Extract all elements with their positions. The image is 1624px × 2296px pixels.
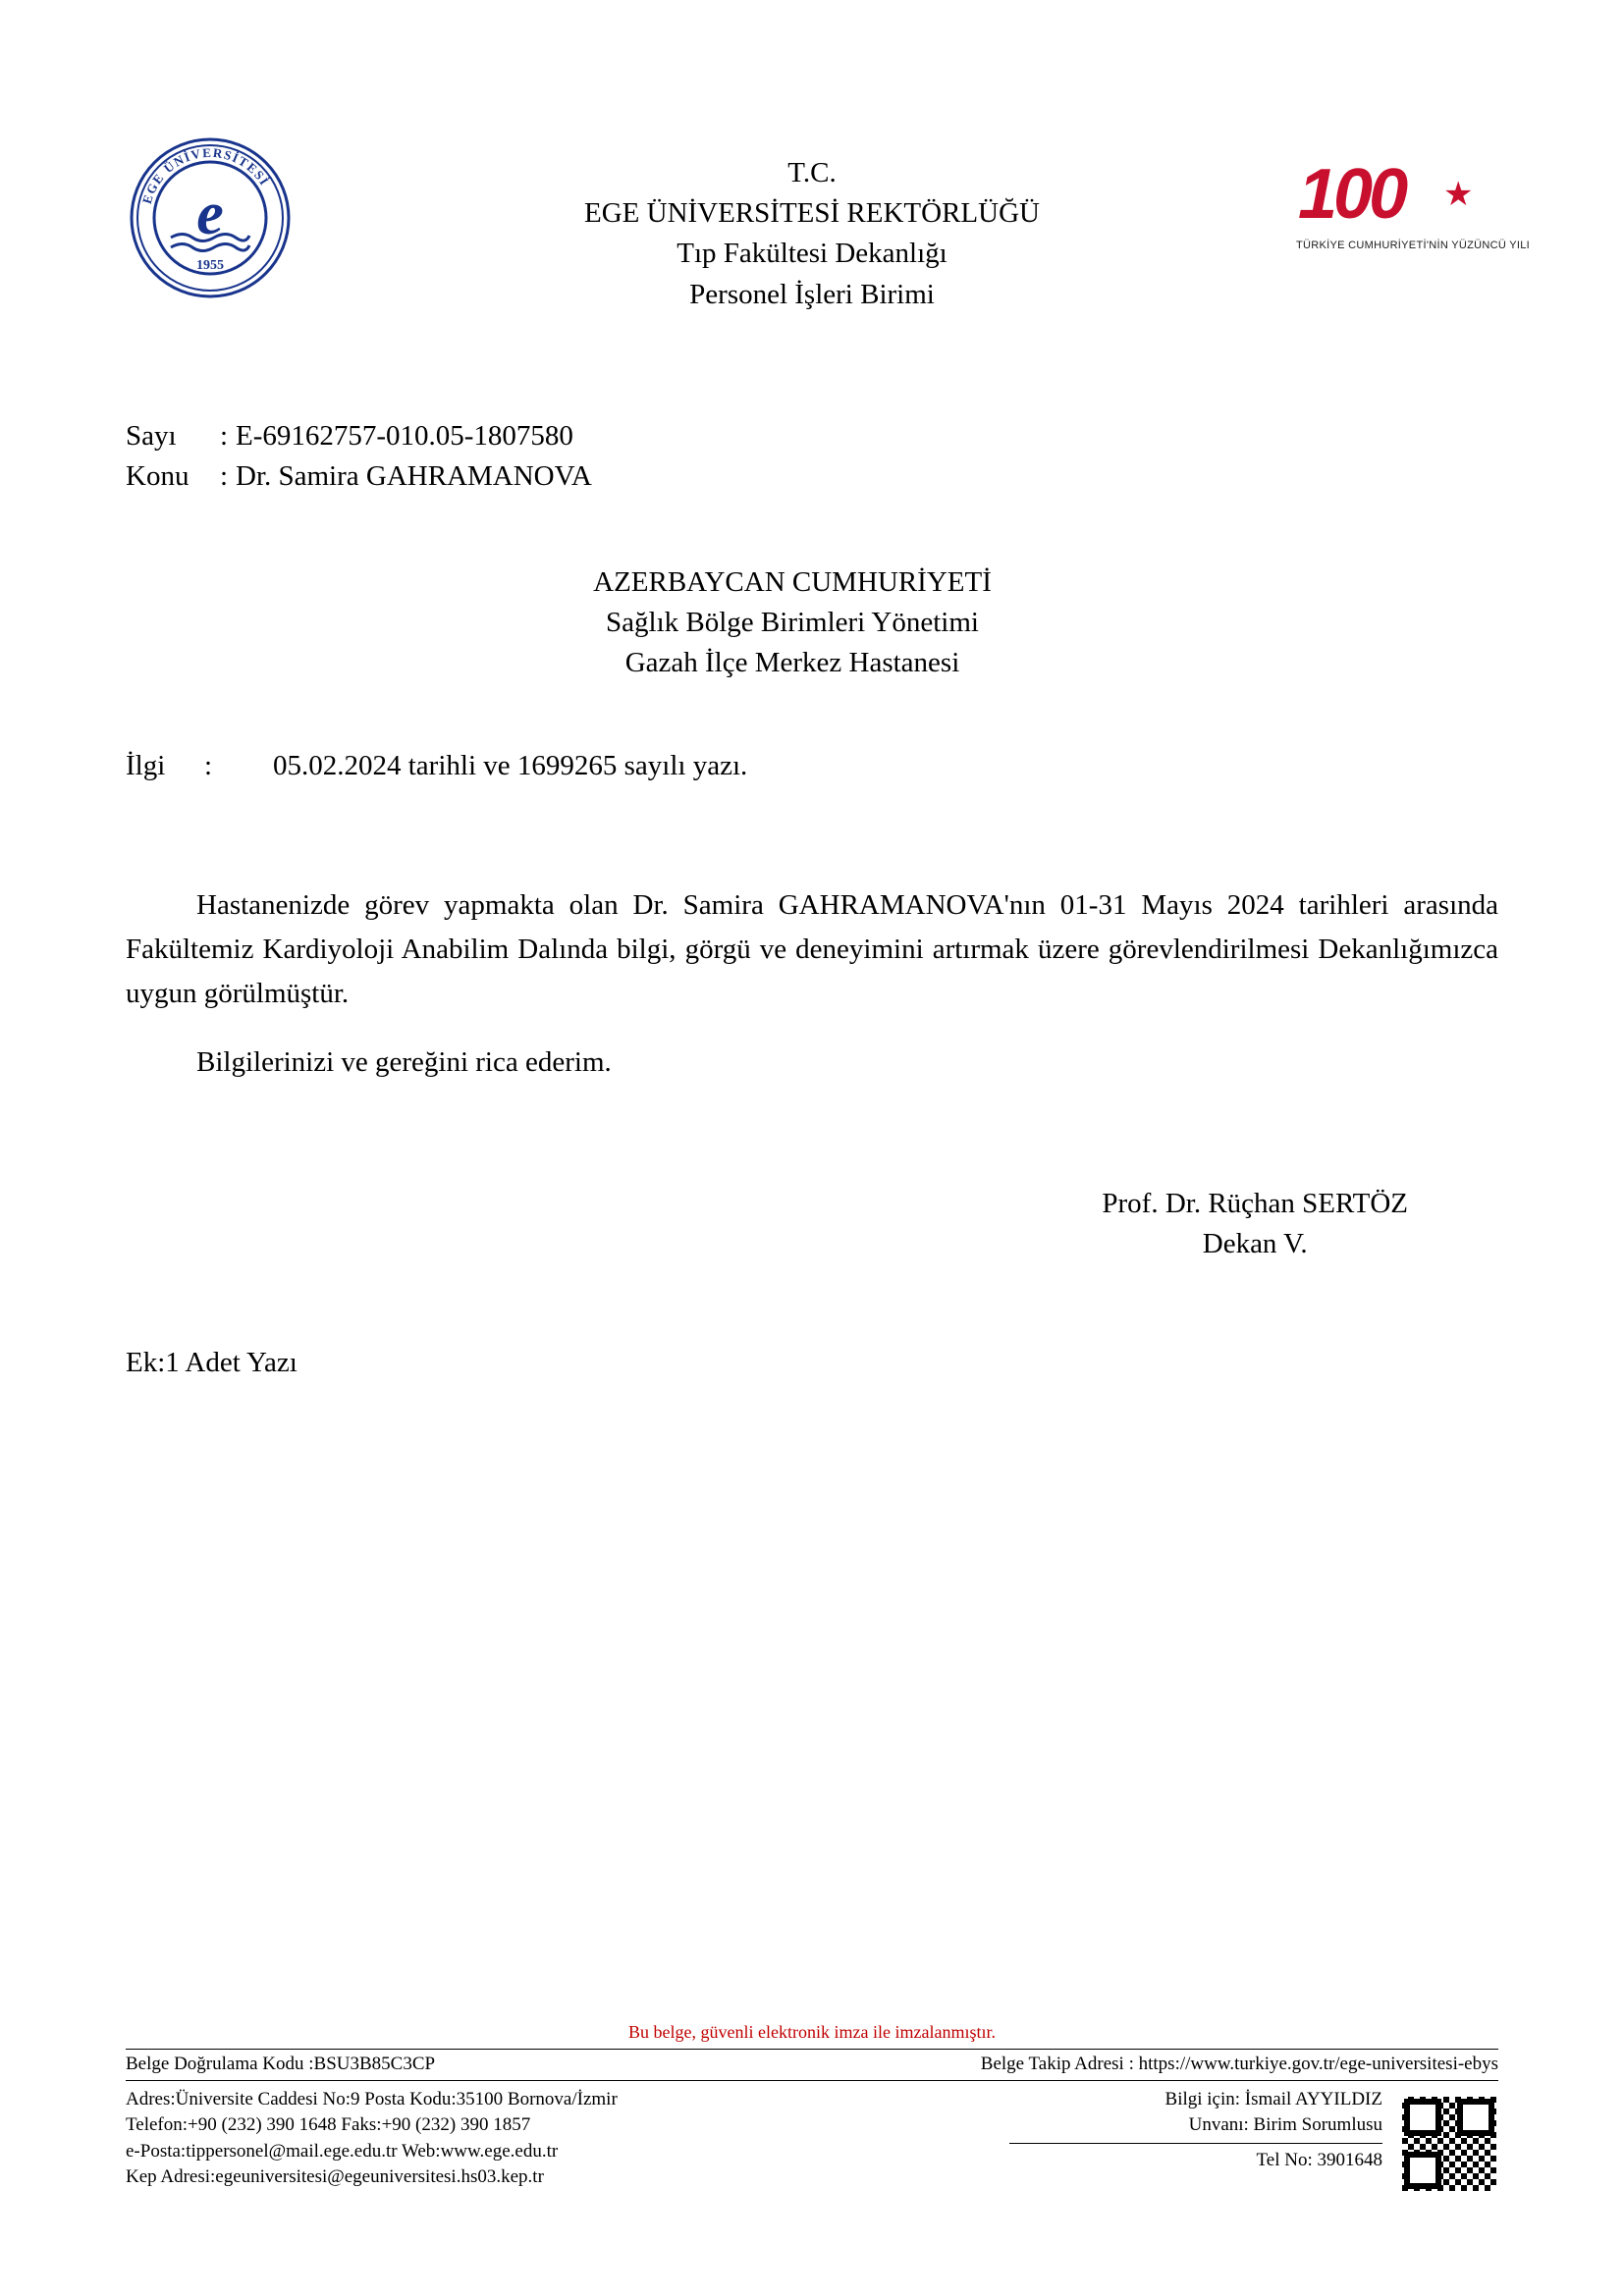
header-line-tc: T.C. [787,157,837,188]
centenary-number: 100 [1298,155,1405,234]
reference-separator: : [204,750,213,781]
document-verification-code: Belge Doğrulama Kodu :BSU3B85C3CP [126,2054,436,2075]
centenary-logo-icon [1290,155,1531,273]
centenary-tagline: TÜRKİYE CUMHURİYETİ'NİN YÜZÜNCÜ YILI [1296,240,1531,251]
recipient-line-department: Sağlık Bölge Birimleri Yönetimi [606,607,979,639]
signature-block [1102,1184,1408,1264]
sayi-value: E-69162757-010.05-1807580 [236,420,573,452]
attachment-note: Ek:1 Adet Yazı [126,1347,298,1378]
konu-value: Dr. Samira GAHRAMANOVA [236,460,592,493]
star-icon: ★ [1443,177,1474,213]
footer-contact-person: Bilgi için: İsmail AYYILDIZ [1164,2089,1382,2110]
sayi-label: Sayı [126,420,177,452]
header-line-university: EGE ÜNİVERSİTESİ REKTÖRLÜĞÜ [584,197,1040,230]
konu-label: Konu [126,460,189,493]
meta-row-sayi [126,416,592,456]
footer-phone: Telefon:+90 (232) 390 1648 Faks:+90 (232) 390 1857 [126,2114,531,2136]
svg-text:e: e [196,181,224,247]
footer-kep-address: Kep Adresi:egeuniversitesi@egeuniversitesi.hs03.kep.tr [126,2165,544,2187]
qr-code-icon [1400,2095,1498,2193]
footer-verification-row [126,2050,1498,2080]
footer-contact-phone: Tel No: 3901648 [1256,2149,1382,2170]
signer-name: Prof. Dr. Rüçhan SERTÖZ [1102,1188,1408,1219]
document-header [118,126,1531,312]
footer-address: Adres:Üniversite Caddesi No:9 Posta Kodu:35100 Bornova/İzmir [126,2089,618,2110]
footer-right-divider [1009,2143,1382,2144]
recipient-block [0,562,1624,684]
recipient-line-hospital: Gazah İlçe Merkez Hastanesi [624,647,960,679]
konu-separator: : [220,460,229,493]
body-paragraph-1: Hastanenizde görev yapmakta olan Dr. Samira GAHRAMANOVA'nın 01-31 Mayıs 2024 tarihleri arasında Fakültemiz Kardiyoloji Anabilim Dalında bilgi, görgü ve deneyimini artırmak üzere görevlendirilmesi Dekanlığımızca uygun görülmüştür. [126,889,1498,1009]
document-footer [126,2022,1498,2190]
reference-line [126,750,747,782]
footer-contact-title: Unvanı: Birim Sorumlusu [1188,2114,1382,2136]
electronic-signature-note: Bu belge, güvenli elektronik imza ile imzalanmıştır. [628,2022,996,2043]
header-line-unit: Personel İşleri Birimi [689,278,935,310]
recipient-line-country: AZERBAYCAN CUMHURİYETİ [593,566,992,598]
document-meta [126,416,592,497]
reference-label: İlgi [126,750,166,781]
document-tracking-address: Belge Takip Adresi : https://www.turkiye.gov.tr/ege-universitesi-ebys [980,2054,1498,2075]
meta-row-konu [126,456,592,497]
footer-columns [126,2081,1498,2190]
signer-title: Dekan V. [1202,1228,1308,1260]
svg-text:1955: 1955 [196,258,224,273]
footer-responsible-person [1009,2087,1498,2190]
footer-email: e-Posta:tippersonel@mail.ege.edu.tr Web:www.ege.edu.tr [126,2140,559,2162]
sayi-separator: : [220,420,229,452]
svg-text:EGE ÜNİVERSİTESİ: EGE ÜNİVERSİTESİ [138,144,273,206]
header-line-faculty: Tıp Fakültesi Dekanlığı [677,238,947,270]
footer-contact-info [126,2087,618,2190]
body-paragraph-2: Bilgilerinizi ve gereğini rica ederim. [196,1046,612,1078]
reference-value: 05.02.2024 tarihli ve 1699265 sayılı yazı. [273,750,748,781]
